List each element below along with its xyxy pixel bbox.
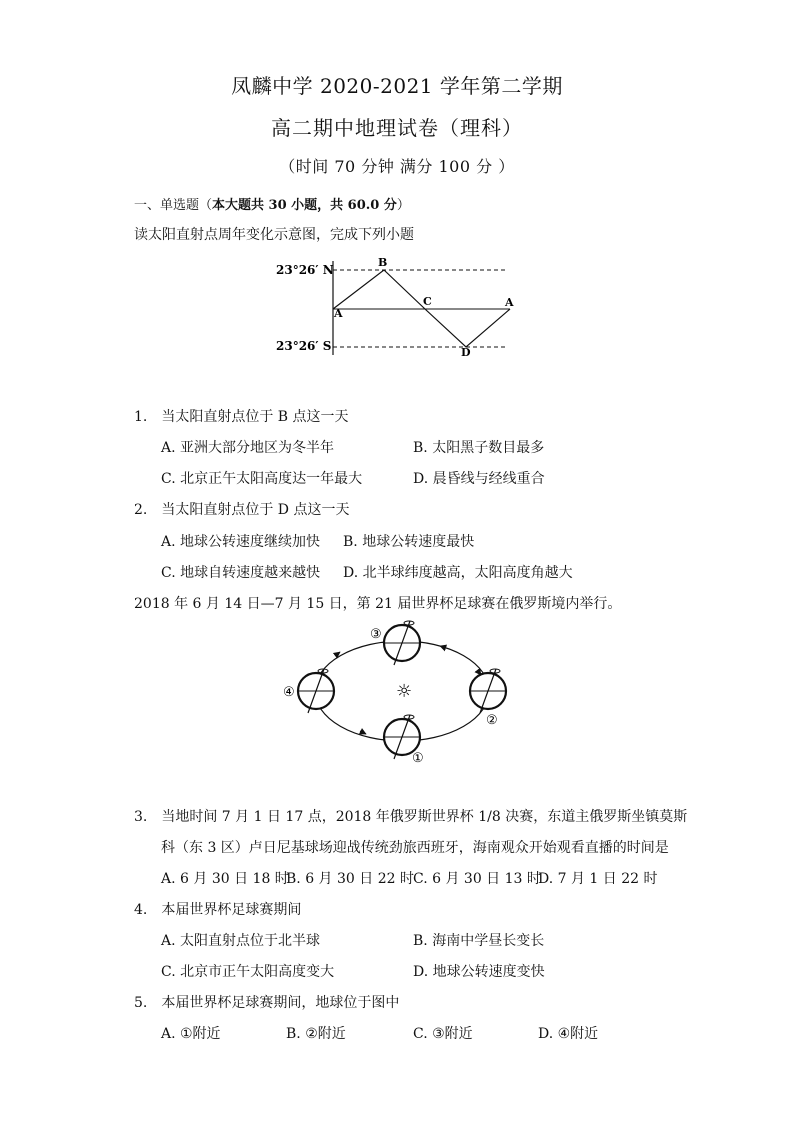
- label-position-1: ①: [412, 751, 424, 766]
- question-stem-line-1: 当地时间 7 月 1 日 17 点，2018 年俄罗斯世界杯 1/8 决赛，东道主俄罗斯坐镇莫斯: [161, 809, 688, 825]
- label-position-3: ③: [370, 627, 382, 642]
- question-3: [134, 806, 687, 826]
- q1-option-a: A. 亚洲大部分地区为冬半年: [161, 440, 335, 456]
- question-stem: 当太阳直射点位于 D 点这一天: [161, 502, 350, 518]
- q4-option-c: C. 北京市正午太阳高度变大: [161, 964, 335, 980]
- question-stem: 本届世界杯足球赛期间，地球位于图中: [161, 995, 400, 1011]
- q2-option-b: B. 地球公转速度最快: [343, 534, 475, 550]
- point-a-right: A: [505, 296, 514, 309]
- lat-south-label: 23°26′ S: [276, 339, 332, 353]
- section-prefix: 一、单选题（: [134, 198, 213, 213]
- q4-option-d: D. 地球公转速度变快: [413, 964, 545, 980]
- question-4: [134, 899, 301, 919]
- question-2: [134, 499, 349, 519]
- point-d: D: [461, 346, 471, 359]
- question-number: 2.: [134, 502, 148, 518]
- question-number: 5.: [134, 995, 148, 1011]
- question-number: 1.: [134, 409, 148, 425]
- sun-direct-point-diagram: [270, 255, 520, 360]
- section-suffix: ）: [396, 198, 410, 213]
- q3-option-d: D. 7 月 1 日 22 时: [538, 871, 658, 887]
- point-b: B: [378, 256, 388, 269]
- orbit-arrow-bottom: [360, 731, 366, 734]
- q2-option-c: C. 地球自转速度越来越快: [161, 565, 321, 581]
- label-position-4: ④: [283, 685, 295, 700]
- q3-option-c: C. 6 月 30 日 13 时: [413, 871, 541, 887]
- orbit-arrow-left: [336, 652, 340, 655]
- q3-option-b: B. 6 月 30 日 22 时: [286, 871, 414, 887]
- question-3-line-2: 科（东 3 区）卢日尼基球场迎战传统劲旅西班牙，海南观众开始观看直播的时间是: [161, 840, 669, 856]
- earth-orbit-diagram: [280, 615, 520, 770]
- time-info: （时间 70 分钟 满分 100 分 ）: [279, 157, 515, 176]
- question-number: 4.: [134, 902, 148, 918]
- q5-option-b: B. ②附近: [286, 1026, 346, 1042]
- section-bold: 本大题共 30 小题，共 60.0 分: [212, 198, 397, 213]
- q3-option-a: A. 6 月 30 日 18 时: [161, 871, 289, 887]
- q4-option-b: B. 海南中学昼长变长: [413, 933, 545, 949]
- question-5: [134, 992, 399, 1012]
- q5-option-a: A. ①附近: [161, 1026, 221, 1042]
- q5-option-c: C. ③附近: [413, 1026, 473, 1042]
- q1-option-c: C. 北京正午太阳高度达一年最大: [161, 471, 363, 487]
- earth-position-2: [470, 669, 506, 713]
- point-c: C: [423, 295, 432, 308]
- sun-icon: ☼: [396, 681, 413, 702]
- point-a-left: A: [334, 307, 343, 320]
- intro-2: 2018 年 6 月 14 日—7 月 15 日，第 21 届世界杯足球赛在俄罗斯境内举行。: [134, 596, 622, 612]
- q1-option-b: B. 太阳黑子数目最多: [413, 440, 545, 456]
- question-stem: 本届世界杯足球赛期间: [161, 902, 302, 918]
- question-1: [134, 406, 349, 426]
- q5-option-d: D. ④附近: [538, 1026, 599, 1042]
- section-header: [134, 194, 410, 213]
- question-number: 3.: [134, 809, 148, 825]
- q1-option-d: D. 晨昏线与经线重合: [413, 471, 545, 487]
- q4-option-a: A. 太阳直射点位于北半球: [161, 933, 321, 949]
- lat-north-label: 23°26′ N: [276, 263, 334, 277]
- q2-option-a: A. 地球公转速度继续加快: [161, 534, 321, 550]
- earth-position-3: [384, 621, 420, 665]
- question-stem: 当太阳直射点位于 B 点这一天: [161, 409, 349, 425]
- intro-1: 读太阳直射点周年变化示意图，完成下列小题: [134, 227, 414, 243]
- exam-title: 凤麟中学 2020-2021 学年第二学期: [231, 74, 563, 98]
- q2-option-d: D. 北半球纬度越高，太阳高度角越大: [343, 565, 573, 581]
- earth-position-4: [298, 669, 334, 713]
- label-position-2: ②: [486, 713, 498, 728]
- exam-subtitle: 高二期中地理试卷（理科）: [271, 116, 523, 140]
